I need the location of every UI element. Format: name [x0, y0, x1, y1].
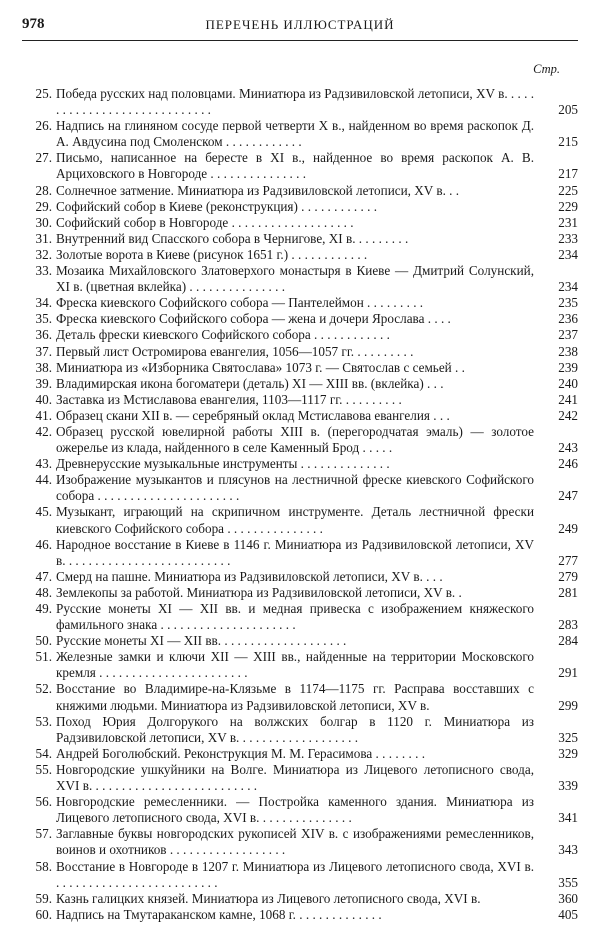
- item-page-number: 291: [558, 665, 578, 681]
- item-number: 57.: [35, 826, 52, 842]
- item-page-number: 233: [558, 230, 578, 246]
- item-title: Фреска киевского Софийского собора — Пантелеймон . . . . . . . . .: [56, 295, 424, 311]
- item-page-number: 234: [558, 246, 578, 262]
- item-number: 25.: [35, 86, 52, 101]
- list-item: [22, 295, 578, 311]
- item-number: 47.: [35, 568, 52, 584]
- item-number: 33.: [35, 263, 52, 279]
- item-title: Русские монеты XI — XII вв. и медная привеска с изображением княжеского фамильного знака . . . . . . . . . . . . . . . . . . . . .: [56, 601, 534, 633]
- illustration-list: [22, 86, 578, 923]
- item-number: 56.: [35, 794, 52, 810]
- item-page-number: 277: [558, 552, 578, 568]
- list-item: [22, 601, 578, 633]
- item-title: Древнерусские музыкальные инструменты . . . . . . . . . . . . . .: [56, 456, 390, 472]
- item-title: Владимирская икона богоматери (деталь) XI — XIII вв. (вклейка) . . .: [56, 375, 444, 391]
- item-page-number: 238: [558, 343, 578, 359]
- list-item: [22, 376, 578, 392]
- item-page-number: 247: [558, 488, 578, 504]
- item-number: 43.: [35, 456, 52, 472]
- item-title: Новгородские ремесленники. — Постройка каменного здания. Миниатюра из Лицевого летописного свода, XVI в. . . . . . . . . . . . . . .: [56, 794, 534, 826]
- item-number: 35.: [35, 311, 52, 327]
- item-page-number: 239: [558, 359, 578, 375]
- item-number: 48.: [35, 584, 52, 600]
- item-title: Первый лист Остромирова евангелия, 1056—1057 гг. . . . . . . . . .: [56, 343, 414, 359]
- item-number: 42.: [35, 423, 52, 439]
- list-item: [22, 746, 578, 762]
- list-item: [22, 424, 578, 456]
- item-page-number: 229: [558, 198, 578, 214]
- item-page-number: 405: [558, 906, 578, 922]
- item-title: Мозаика Михайловского Златоверхого монастыря в Киеве — Дмитрий Солунский, XI в. (цветная вклейка) . . . . . . . . . . . . . . .: [56, 263, 534, 295]
- item-page-number: 243: [558, 440, 578, 456]
- item-title: Поход Юрия Долгорукого на волжских болгар в 1120 г. Миниатюра из Радзивиловской летописи, XV в. . . . . . . . . . . . . . . . . . .: [56, 713, 534, 745]
- item-page-number: 299: [558, 697, 578, 713]
- item-page-number: 234: [558, 279, 578, 295]
- item-title: Надпись на глиняном сосуде первой четверти X в., найденном во время раскопок Д. А. Авдусина под Смоленском . . . . . . . . . . . .: [56, 118, 534, 150]
- item-title: Казнь галицких князей. Миниатюра из Лицевого летописного свода, XVI в.: [56, 890, 481, 906]
- item-page-number: 236: [558, 311, 578, 327]
- list-item: [22, 714, 578, 746]
- item-number: 32.: [35, 246, 52, 262]
- item-number: 60.: [35, 906, 52, 922]
- list-item: [22, 891, 578, 907]
- item-title: Надпись на Тмутараканском камне, 1068 г. . . . . . . . . . . . . .: [56, 906, 382, 922]
- item-number: 37.: [35, 343, 52, 359]
- list-item: [22, 859, 578, 891]
- item-number: 54.: [35, 745, 52, 761]
- list-item: [22, 311, 578, 327]
- item-page-number: 339: [558, 778, 578, 794]
- item-page-number: 281: [558, 584, 578, 600]
- item-title: Землекопы за работой. Миниатюра из Радзивиловской летописи, XV в. .: [56, 584, 462, 600]
- list-item: [22, 263, 578, 295]
- item-number: 45.: [35, 504, 52, 520]
- item-number: 28.: [35, 182, 52, 198]
- item-title: Миниатюра из «Изборника Святослава» 1073 г. — Святослав с семьей . .: [56, 359, 465, 375]
- item-title: Образец русской ювелирной работы XIII в. (перегородчатая эмаль) — золотое ожерелье из клада, найденного в селе Каменный Брод . . . . .: [56, 423, 534, 456]
- item-page-number: 215: [558, 134, 578, 150]
- item-page-number: 205: [558, 102, 578, 118]
- item-page-number: 341: [558, 810, 578, 826]
- item-title: Заглавные буквы новгородских рукописей XIV в. с изображениями ремесленников, воинов и охотников . . . . . . . . . . . . . . . . . .: [56, 826, 534, 858]
- item-title: Солнечное затмение. Миниатюра из Радзивиловской летописи, XV в. . .: [56, 182, 460, 198]
- item-title: Софийский собор в Новгороде . . . . . . . . . . . . . . . . . . .: [56, 214, 354, 230]
- item-page-number: 284: [558, 633, 578, 649]
- list-item: [22, 247, 578, 263]
- list-item: [22, 150, 578, 182]
- item-title: Софийский собор в Киеве (реконструкция) . . . . . . . . . . . .: [56, 198, 378, 214]
- item-number: 41.: [35, 407, 52, 423]
- list-item: [22, 183, 578, 199]
- item-page-number: 217: [558, 166, 578, 182]
- item-page-number: 283: [558, 617, 578, 633]
- item-title: Письмо, написанное на бересте в XI в., найденное во время раскопок А. В. Арциховского в Новгороде . . . . . . . . . . . . . . .: [56, 150, 534, 182]
- item-page-number: 241: [558, 391, 578, 407]
- list-item: [22, 681, 578, 713]
- list-item: [22, 456, 578, 472]
- item-number: 53.: [35, 713, 52, 729]
- item-number: 51.: [35, 649, 52, 665]
- list-item: [22, 762, 578, 794]
- item-page-number: 235: [558, 295, 578, 311]
- page-column-label: Стр.: [533, 62, 560, 76]
- item-number: 52.: [35, 681, 52, 697]
- item-page-number: 355: [558, 874, 578, 890]
- item-title: Народное восстание в Киеве в 1146 г. Миниатюра из Радзивиловской летописи, XV в. . . . . . . . . . . . . . . . . . . . . . . . . .: [56, 536, 534, 568]
- item-title: Золотые ворота в Киеве (рисунок 1651 г.) . . . . . . . . . . . .: [56, 246, 368, 262]
- item-number: 55.: [35, 761, 52, 777]
- list-item: [22, 231, 578, 247]
- item-number: 59.: [35, 890, 52, 906]
- item-title: Андрей Боголюбский. Реконструкция М. М. Герасимова . . . . . . . .: [56, 745, 426, 761]
- item-number: 58.: [35, 858, 52, 874]
- item-title: Фреска киевского Софийского собора — жена и дочери Ярослава . . . .: [56, 311, 451, 327]
- running-title: ПЕРЕЧЕНЬ ИЛЛЮСТРАЦИЙ: [205, 17, 395, 32]
- item-page-number: 231: [558, 214, 578, 230]
- item-title: Новгородские ушкуйники на Волге. Миниатюра из Лицевого летописного свода, XVI в. . . . . . . . . . . . . . . . . . . . . . . . . .: [56, 761, 534, 794]
- item-page-number: 343: [558, 842, 578, 858]
- item-title: Восстание во Владимире-на-Клязьме в 1174—1175 гг. Расправа восставших с княжими людьми. Миниатюра из Радзивиловской летописи, XV в.: [56, 681, 534, 713]
- item-title: Образец скани XII в. — серебряный оклад Мстиславова евангелия . . .: [56, 407, 450, 423]
- item-page-number: 237: [558, 327, 578, 343]
- item-title: Железные замки и ключи XII — XIII вв., найденные на территории Московского кремля . . . . . . . . . . . . . . . . . . . . . . .: [56, 649, 534, 681]
- list-item: [22, 215, 578, 231]
- item-title: Смерд на пашне. Миниатюра из Радзивиловской летописи, XV в. . . .: [56, 568, 443, 584]
- item-number: 46.: [35, 536, 52, 552]
- list-item: [22, 569, 578, 585]
- item-title: Заставка из Мстиславова евангелия, 1103—1117 гг. . . . . . . . . .: [56, 391, 402, 407]
- page-header: [22, 10, 578, 41]
- list-item: [22, 199, 578, 215]
- list-item: [22, 86, 578, 118]
- item-number: 36.: [35, 327, 52, 343]
- list-item: [22, 794, 578, 826]
- item-number: 38.: [35, 359, 52, 375]
- item-page-number: 225: [558, 182, 578, 198]
- item-title: Музыкант, играющий на скрипичном инструменте. Деталь лестничной фрески киевского Софийского собора . . . . . . . . . . . . . . .: [56, 504, 534, 536]
- item-page-number: 279: [558, 568, 578, 584]
- item-title: Восстание в Новгороде в 1207 г. Миниатюра из Лицевого летописного свода, XVI в. . . . . . . . . . . . . . . . . . . . . . . . . .: [56, 858, 534, 890]
- item-title: Русские монеты XI — XII вв. . . . . . . . . . . . . . . . . . . .: [56, 633, 347, 649]
- item-title: Внутренний вид Спасского собора в Чернигове, XI в. . . . . . . . .: [56, 230, 409, 246]
- item-page-number: 325: [558, 729, 578, 745]
- list-item: [22, 826, 578, 858]
- item-number: 30.: [35, 214, 52, 230]
- list-item: [22, 633, 578, 649]
- item-number: 26.: [35, 118, 52, 134]
- item-number: 44.: [35, 472, 52, 488]
- item-number: 27.: [35, 150, 52, 166]
- item-title: Изображение музыкантов и плясунов на лестничной фреске киевского Софийского собора . . . . . . . . . . . . . . . . . . . . . .: [56, 472, 534, 504]
- list-item: [22, 585, 578, 601]
- list-item: [22, 392, 578, 408]
- item-title: Победа русских над половцами. Миниатюра из Радзивиловской летописи, XV в. . . . . . . . . . . . . . . . . . . . . . . . . . . . .: [56, 86, 535, 118]
- item-number: 34.: [35, 295, 52, 311]
- list-item: [22, 360, 578, 376]
- list-item: [22, 504, 578, 536]
- item-number: 49.: [35, 601, 52, 616]
- item-number: 29.: [35, 198, 52, 214]
- item-number: 40.: [35, 391, 52, 407]
- item-page-number: 360: [558, 890, 578, 906]
- list-item: [22, 344, 578, 360]
- item-page-number: 242: [558, 407, 578, 423]
- list-item: [22, 537, 578, 569]
- list-item: [22, 327, 578, 343]
- item-number: 31.: [35, 230, 52, 246]
- page-number: 978: [22, 16, 45, 32]
- item-number: 50.: [35, 633, 52, 649]
- item-number: 39.: [35, 375, 52, 391]
- list-item: [22, 649, 578, 681]
- list-item: [22, 472, 578, 504]
- item-page-number: 240: [558, 375, 578, 391]
- item-page-number: 246: [558, 456, 578, 472]
- item-page-number: 329: [558, 745, 578, 761]
- list-item: [22, 118, 578, 150]
- list-item: [22, 408, 578, 424]
- list-item: [22, 907, 578, 923]
- item-page-number: 249: [558, 520, 578, 536]
- item-title: Деталь фрески киевского Софийского собора . . . . . . . . . . . .: [56, 327, 390, 343]
